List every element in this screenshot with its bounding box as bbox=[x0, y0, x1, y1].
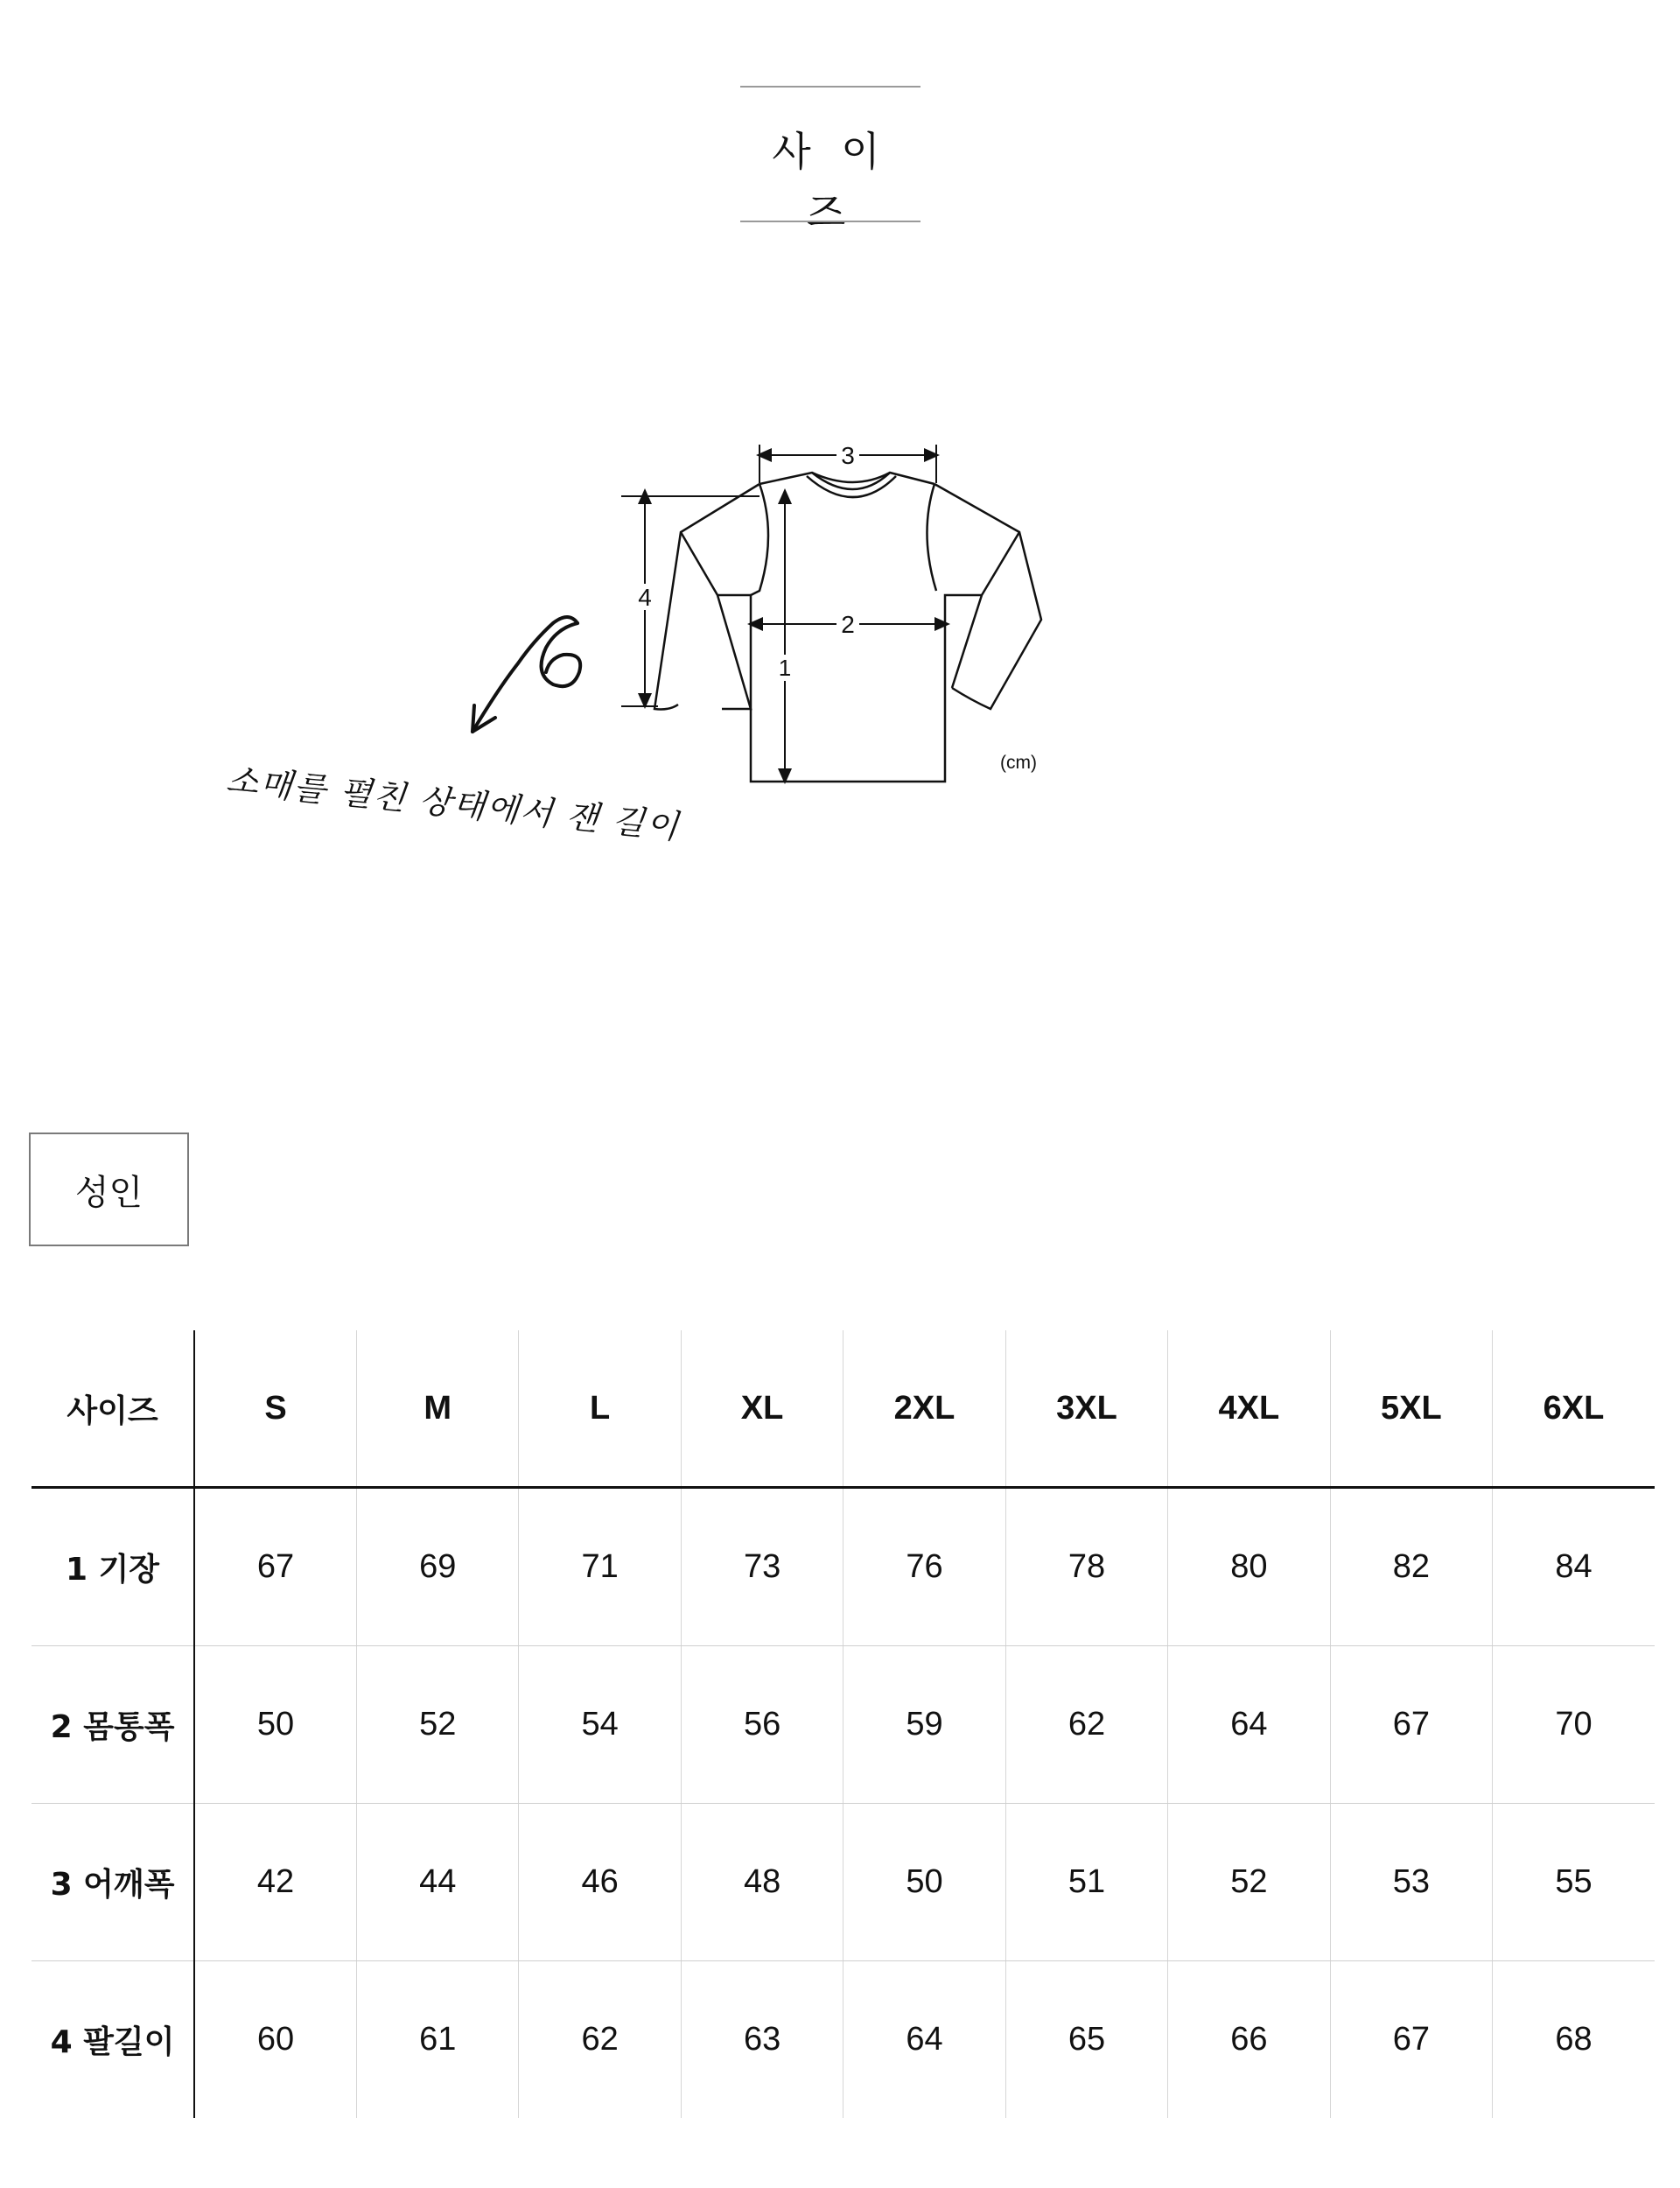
dim-label-4: 4 bbox=[638, 584, 652, 611]
size-header-5xl: 5XL bbox=[1330, 1330, 1492, 1488]
title-bottom-rule bbox=[740, 221, 920, 222]
table-cell: 69 bbox=[356, 1488, 518, 1646]
table-row bbox=[32, 1646, 1655, 1804]
table-cell: 68 bbox=[1493, 1961, 1655, 2119]
table-cell: 78 bbox=[1005, 1488, 1167, 1646]
table-cell: 71 bbox=[519, 1488, 681, 1646]
unit-label: (cm) bbox=[1000, 753, 1037, 773]
section-title-block bbox=[740, 86, 920, 236]
size-header-2xl: 2XL bbox=[844, 1330, 1005, 1488]
table-cell: 67 bbox=[194, 1488, 356, 1646]
size-header-corner: 사이즈 bbox=[32, 1330, 194, 1488]
table-cell: 64 bbox=[844, 1961, 1005, 2119]
row-label: 2 몸통폭 bbox=[32, 1646, 194, 1804]
title-top-rule bbox=[740, 86, 920, 88]
size-header-3xl: 3XL bbox=[1005, 1330, 1167, 1488]
dim-label-1: 1 bbox=[778, 655, 792, 681]
table-cell: 70 bbox=[1493, 1646, 1655, 1804]
row-label: 4 팔길이 bbox=[32, 1961, 194, 2119]
table-cell: 56 bbox=[681, 1646, 843, 1804]
table-cell: 44 bbox=[356, 1804, 518, 1961]
table-cell: 62 bbox=[519, 1961, 681, 2119]
table-cell: 54 bbox=[519, 1646, 681, 1804]
size-header-row bbox=[32, 1330, 1655, 1488]
table-cell: 63 bbox=[681, 1961, 843, 2119]
table-cell: 46 bbox=[519, 1804, 681, 1961]
table-cell: 61 bbox=[356, 1961, 518, 2119]
size-header-xl: XL bbox=[681, 1330, 843, 1488]
table-cell: 52 bbox=[356, 1646, 518, 1804]
table-cell: 50 bbox=[194, 1646, 356, 1804]
table-cell: 48 bbox=[681, 1804, 843, 1961]
table-row bbox=[32, 1961, 1655, 2119]
size-header-m: M bbox=[356, 1330, 518, 1488]
table-cell: 84 bbox=[1493, 1488, 1655, 1646]
table-cell: 62 bbox=[1005, 1646, 1167, 1804]
table-cell: 59 bbox=[844, 1646, 1005, 1804]
table-cell: 64 bbox=[1168, 1646, 1330, 1804]
table-cell: 60 bbox=[256, 2021, 295, 2058]
table-cell: 73 bbox=[681, 1488, 843, 1646]
table-cell: 67 bbox=[1330, 1646, 1492, 1804]
size-header-6xl: 6XL bbox=[1493, 1330, 1655, 1488]
table-cell: 42 bbox=[194, 1804, 356, 1961]
table-cell: 53 bbox=[1330, 1804, 1492, 1961]
table-row bbox=[32, 1804, 1655, 1961]
table-row bbox=[32, 1488, 1655, 1646]
table-cell: 51 bbox=[1005, 1804, 1167, 1961]
page-title: 사 이 즈 bbox=[772, 128, 889, 236]
table-cell: 55 bbox=[1493, 1804, 1655, 1961]
table-cell: 66 bbox=[1168, 1961, 1330, 2119]
dim-label-2: 2 bbox=[841, 611, 855, 638]
category-tab-adult[interactable]: 성인 bbox=[29, 1133, 189, 1246]
table-cell: 82 bbox=[1330, 1488, 1492, 1646]
table-cell: 65 bbox=[1005, 1961, 1167, 2119]
size-header-4xl: 4XL bbox=[1168, 1330, 1330, 1488]
table-cell: 76 bbox=[844, 1488, 1005, 1646]
measurement-note: 소매를 펼친 상태에서 잰 길이 bbox=[224, 760, 682, 847]
table-cell: 52 bbox=[1168, 1804, 1330, 1961]
table-cell: 50 bbox=[844, 1804, 1005, 1961]
size-header-s: S bbox=[194, 1330, 356, 1488]
size-table bbox=[32, 1330, 1655, 2118]
arrow-icon bbox=[472, 617, 580, 732]
table-cell: 80 bbox=[1168, 1488, 1330, 1646]
table-cell: 67 bbox=[1330, 1961, 1492, 2119]
dim-label-3: 3 bbox=[841, 442, 855, 469]
row-label: 1 기장 bbox=[32, 1488, 194, 1646]
size-header-l: L bbox=[519, 1330, 681, 1488]
row-label: 3 어깨폭 bbox=[32, 1804, 194, 1961]
